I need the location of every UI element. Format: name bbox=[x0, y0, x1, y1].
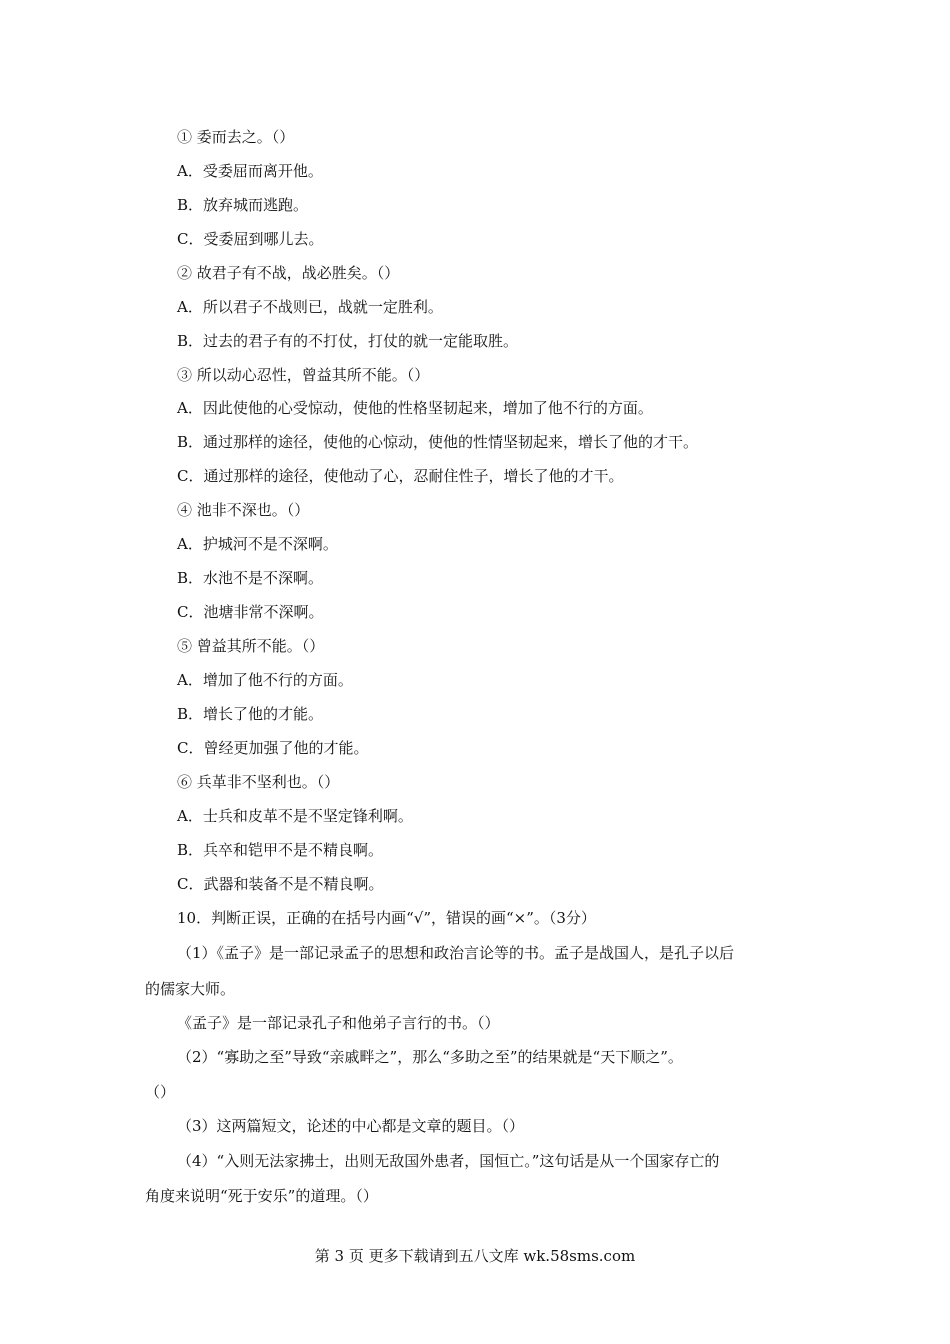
item4-option-b: B．水池不是不深啊。 bbox=[177, 569, 324, 587]
question10-s3: （3）这两篇短文，论述的中心都是文章的题目。（） bbox=[177, 1117, 525, 1135]
item1-option-a: A．受委屈而离开他。 bbox=[177, 162, 323, 180]
question10-s1-line2: 的儒家大师。 bbox=[145, 980, 236, 998]
question10-s2-line2: （） bbox=[145, 1083, 176, 1101]
item2-option-b: B．过去的君子有的不打仗，打仗的就一定能取胜。 bbox=[177, 332, 519, 350]
item6-option-c: C．武器和装备不是不精良啊。 bbox=[177, 875, 384, 893]
item3-option-c: C．通过那样的途径，使他动了心，忍耐住性子，增长了他的才干。 bbox=[177, 467, 624, 485]
question10-s4-line2: 角度来说明“死于安乐”的道理。（） bbox=[145, 1187, 378, 1205]
item6-option-a: A．士兵和皮革不是不坚定锋利啊。 bbox=[177, 807, 413, 825]
question10-s1-extra: 《孟子》是一部记录孔子和他弟子言行的书。（） bbox=[177, 1014, 500, 1032]
item3-option-b: B．通过那样的途径，使他的心惊动，使他的性情坚韧起来，增长了他的才干。 bbox=[177, 433, 699, 451]
item6-option-b: B．兵卒和铠甲不是不精良啊。 bbox=[177, 841, 384, 859]
item6-question: ⑥ 兵革非不坚利也。（） bbox=[177, 773, 340, 791]
item5-option-b: B．增长了他的才能。 bbox=[177, 705, 324, 723]
item1-question: ① 委而去之。（） bbox=[177, 128, 295, 146]
item5-option-c: C．曾经更加强了他的才能。 bbox=[177, 739, 369, 757]
item4-question: ④ 池非不深也。（） bbox=[177, 501, 310, 519]
item4-option-a: A．护城河不是不深啊。 bbox=[177, 535, 338, 553]
page-footer: 第 3 页 更多下载请到五八文库 wk.58sms.com bbox=[314, 1247, 636, 1265]
item1-option-b: B．放弃城而逃跑。 bbox=[177, 196, 309, 214]
item3-question: ③ 所以动心忍性，曾益其所不能。（） bbox=[177, 366, 430, 384]
item3-option-a: A．因此使他的心受惊动，使他的性格坚韧起来，增加了他不行的方面。 bbox=[177, 399, 653, 417]
item4-option-c: C．池塘非常不深啊。 bbox=[177, 603, 324, 621]
item1-option-c: C．受委屈到哪儿去。 bbox=[177, 230, 324, 248]
item5-question: ⑤ 曾益其所不能。（） bbox=[177, 637, 325, 655]
question10-s1-line1: （1）《孟子》是一部记录孟子的思想和政治言论等的书。孟子是战国人，是孔子以后 bbox=[177, 944, 735, 962]
item2-question: ② 故君子有不战，战必胜矣。（） bbox=[177, 264, 400, 282]
item2-option-a: A．所以君子不战则已，战就一定胜利。 bbox=[177, 298, 443, 316]
question10-s4-line1: （4）“入则无法家拂士，出则无敌国外患者，国恒亡。”这句话是从一个国家存亡的 bbox=[177, 1152, 720, 1170]
item5-option-a: A．增加了他不行的方面。 bbox=[177, 671, 353, 689]
question10-s2-line1: （2）“寡助之至”导致“亲戚畔之”，那么“多助之至”的结果就是“天下顺之”。 bbox=[177, 1048, 683, 1066]
question10-title: 10．判断正误，正确的在括号内画“√”，错误的画“×”。（3分） bbox=[177, 909, 596, 927]
